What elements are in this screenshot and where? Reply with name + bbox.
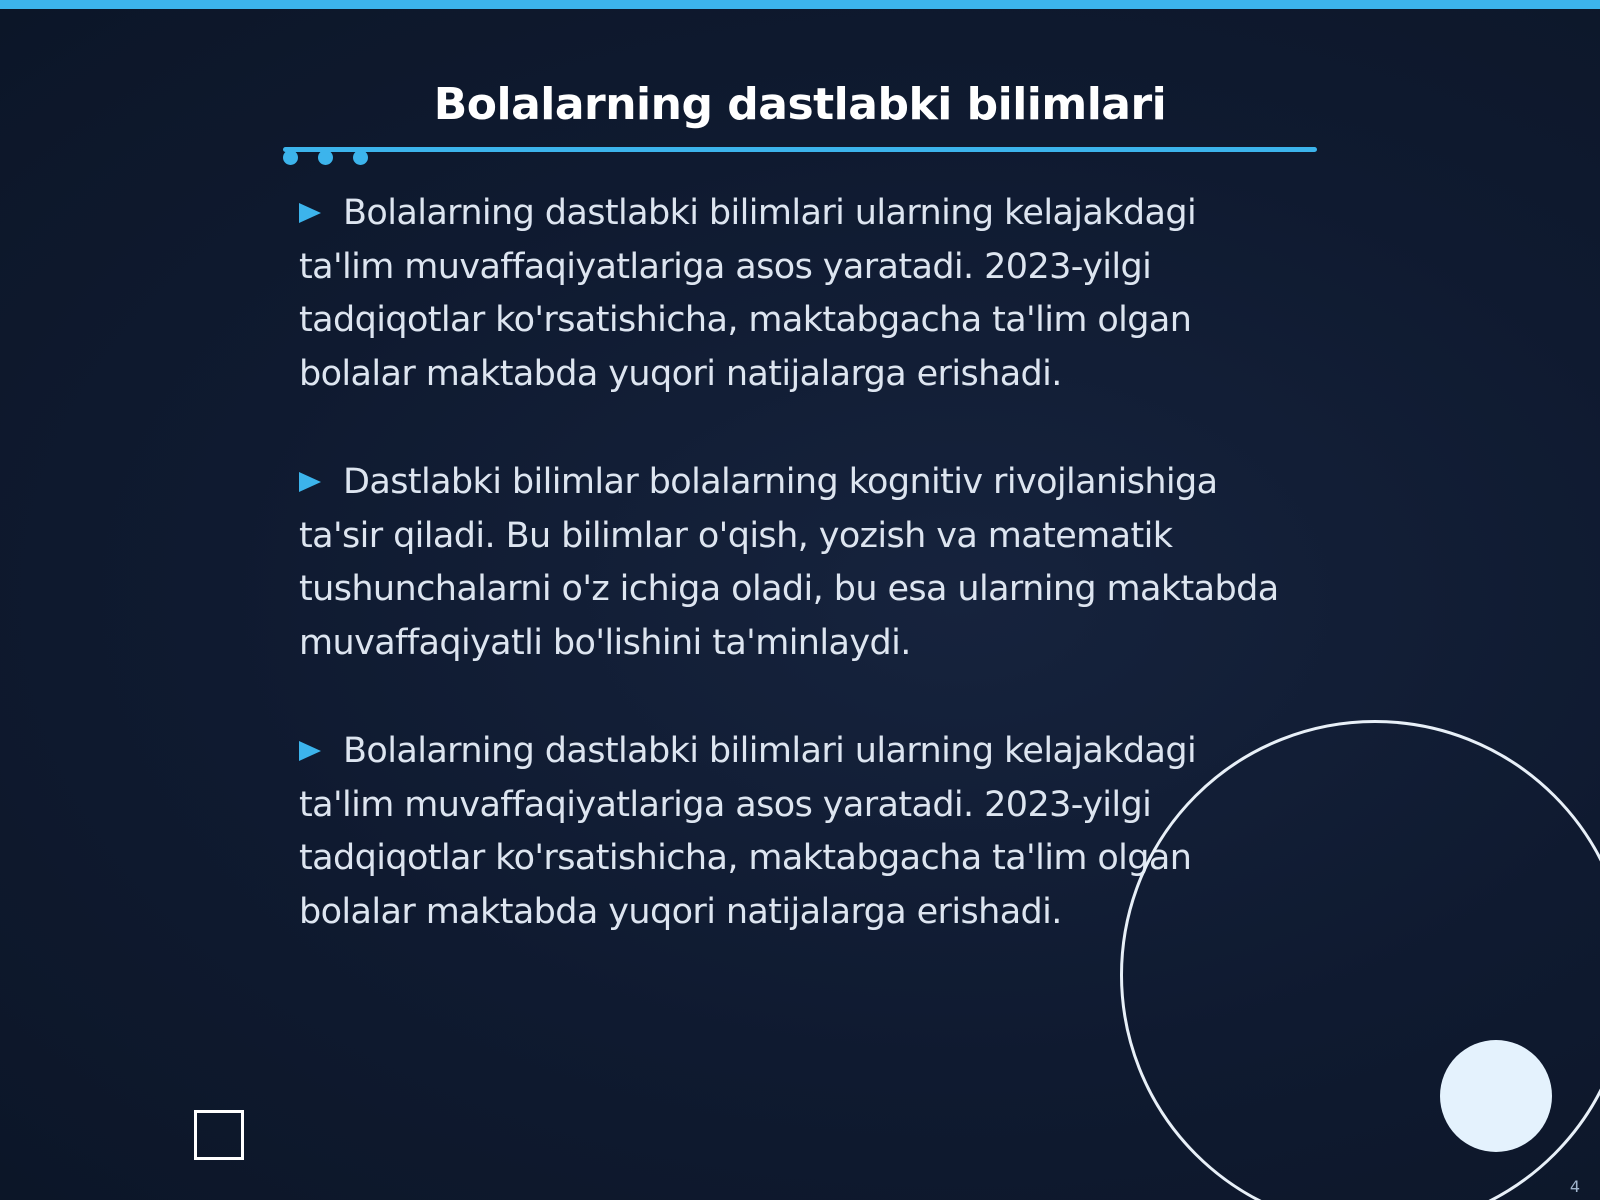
slide-number: 4 <box>1569 1177 1580 1196</box>
bullet-text: Bolalarning dastlabki bilimlari ularning kelajakdagi ta'lim muvaffaqiyatlariga asos yaratadi. 2023-yilgi tadqiqotlar ko'rsatishicha, maktabgacha ta'lim olgan bolalar maktabda yuqori natijalarga erishadi. <box>299 731 1197 932</box>
title-dot-3 <box>353 150 368 165</box>
title-dot-2 <box>318 150 333 165</box>
triangle-right-icon <box>299 203 321 223</box>
title-underline <box>283 147 1317 152</box>
title-dot-1 <box>283 150 298 165</box>
triangle-right-icon <box>299 472 321 492</box>
bullet-text: Dastlabki bilimlar bolalarning kognitiv rivojlanishiga ta'sir qiladi. Bu bilimlar o'qish, yozish va matematik tushunchalarni o'z ichiga oladi, bu esa ularning maktabda muvaffaqiyatli bo'lishini ta'minlaydi. <box>299 462 1279 663</box>
bullet-text: Bolalarning dastlabki bilimlari ularning kelajakdagi ta'lim muvaffaqiyatlariga asos yaratadi. 2023-yilgi tadqiqotlar ko'rsatishicha, maktabgacha ta'lim olgan bolalar maktabda yuqori natijalarga erishadi. <box>299 193 1197 394</box>
triangle-right-icon <box>299 741 321 761</box>
bullet-item <box>299 187 1299 401</box>
bullet-item <box>299 456 1299 670</box>
decorative-disc <box>1440 1040 1552 1152</box>
top-accent-bar <box>0 0 1600 9</box>
decorative-square <box>194 1110 244 1160</box>
slide-title: Bolalarning dastlabki bilimlari <box>433 79 1167 130</box>
